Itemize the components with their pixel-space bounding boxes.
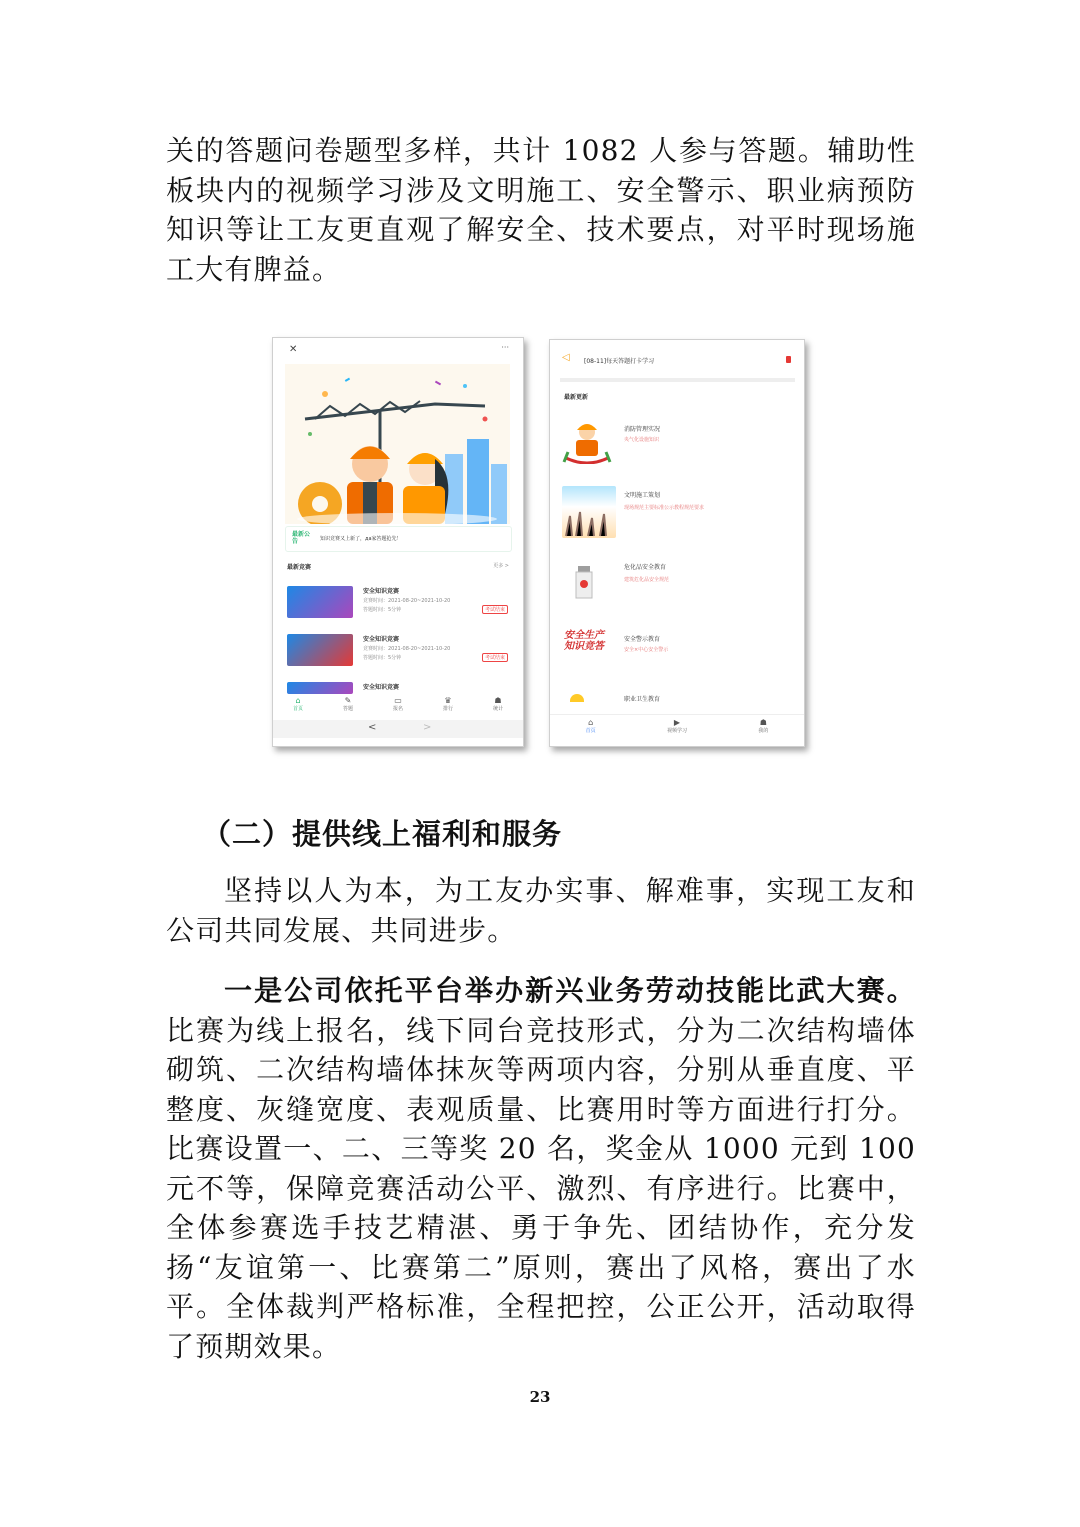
item-title: 安全知识竞赛 — [363, 636, 400, 643]
tab-label: 视频学习 — [666, 728, 687, 734]
thumb-text: 安全生产 知识竞答 — [564, 630, 604, 652]
video-thumbnail — [574, 564, 594, 600]
item-time: 竞赛时间：2021-08-20~2021-10-20 — [363, 598, 451, 604]
tab-profile[interactable] — [758, 718, 768, 734]
tab-label: 报名 — [392, 706, 403, 712]
user-icon: ☗ — [759, 718, 767, 727]
contest-thumbnail — [287, 682, 353, 694]
section-title-latest-updates: 最新更新 — [564, 394, 589, 401]
item-subtitle: 现场规范主要标准公示教程规范要求 — [624, 505, 705, 511]
item-title: 安全知识竞赛 — [363, 684, 400, 691]
section-title-latest-contest: 最新竞赛 — [287, 564, 312, 571]
main-paragraph-lead: 一是公司依托平台举办新兴业务劳动技能比武大赛。 — [224, 974, 916, 1007]
header-bar — [560, 350, 795, 382]
video-thumbnail — [562, 626, 614, 676]
bottom-tab-bar — [550, 714, 804, 734]
tab-stats[interactable] — [493, 696, 503, 712]
video-icon: ▶ — [673, 718, 681, 727]
video-thumbnail — [562, 416, 612, 464]
notice-text: 知识竞赛又上新了，да家答题抢先！ — [320, 536, 402, 542]
item-subtitle: 建筑危化品安全规范 — [624, 577, 670, 583]
section-heading: （二）提供线上福利和服务 — [202, 817, 563, 851]
phone-screenshot-video-learning — [549, 339, 805, 747]
form-icon: ▭ — [394, 696, 402, 705]
tab-ranking[interactable] — [443, 696, 453, 712]
more-link[interactable]: 更多 > — [493, 563, 509, 569]
tab-label: 我的 — [758, 728, 769, 734]
list-item[interactable] — [560, 692, 795, 706]
edit-icon: ✎ — [344, 696, 352, 705]
status-badge: 考试结束 — [482, 605, 508, 614]
item-time: 竞赛时间：2021-08-20~2021-10-20 — [363, 646, 451, 652]
item-title: 职业卫生教育 — [624, 696, 661, 703]
helmet-icon — [570, 694, 584, 702]
tab-video-learning[interactable] — [667, 718, 687, 734]
home-icon: ⌂ — [295, 696, 301, 705]
top-paragraph: 关的答题问卷题型多样，共计 1082 人参与答题。辅助性板块内的视频学习涉及文明施工、安全警示、职业病预防知识等让工友更直观了解安全、技术要点，对平时现场施工大有脾益。 — [166, 134, 916, 286]
back-arrow-icon[interactable]: < — [368, 722, 377, 733]
list-item[interactable] — [560, 554, 795, 612]
home-icon: ⌂ — [588, 718, 594, 727]
intro-paragraph: 坚持以人为本，为工友办实事、解难事，实现工友和公司共同发展、共同进步。 — [166, 874, 916, 947]
tab-answer[interactable] — [343, 696, 353, 712]
browser-nav-bar — [273, 720, 523, 738]
flag-icon — [786, 356, 791, 363]
item-duration: 答题时间：5分钟 — [363, 607, 402, 613]
list-item[interactable] — [285, 680, 510, 694]
header-text: [08-11]每天答题打卡学习 — [584, 358, 655, 365]
tab-label: 统计 — [492, 706, 503, 712]
speaker-icon: ◁ — [562, 352, 570, 363]
close-icon[interactable]: ✕ — [289, 344, 298, 355]
tab-signup[interactable] — [393, 696, 403, 712]
item-duration: 答题时间：5分钟 — [363, 655, 402, 661]
item-subtitle: 央气化设施知识 — [624, 437, 660, 443]
bottom-tab-bar — [273, 696, 523, 712]
list-item[interactable] — [560, 482, 795, 540]
item-title: 消防管理实况 — [624, 426, 661, 433]
banner-illustration — [285, 364, 510, 524]
status-badge: 考试结束 — [482, 653, 508, 662]
item-title: 安全警示教育 — [624, 636, 661, 643]
page-number: 23 — [529, 1388, 551, 1406]
forward-arrow-icon[interactable]: > — [423, 722, 432, 733]
video-thumbnail — [562, 486, 616, 538]
item-subtitle: 安全×中心安全警示 — [624, 647, 669, 653]
trophy-icon: ♛ — [444, 696, 452, 705]
notice-bar[interactable] — [285, 526, 512, 552]
tab-label: 首页 — [585, 728, 596, 734]
user-icon: ☗ — [494, 696, 502, 705]
list-item[interactable] — [560, 622, 795, 680]
contest-thumbnail — [287, 586, 353, 618]
item-title: 安全知识竞赛 — [363, 588, 400, 595]
list-item[interactable] — [560, 412, 795, 470]
notice-label: 最新公告 — [292, 531, 311, 545]
contest-thumbnail — [287, 634, 353, 666]
phone-screenshot-quiz-home — [272, 337, 524, 747]
tab-label: 排行 — [442, 706, 453, 712]
more-menu-icon[interactable]: ··· — [501, 343, 509, 352]
item-title: 文明施工策划 — [624, 492, 661, 499]
item-title: 危化品安全教育 — [624, 564, 667, 571]
main-paragraph — [166, 971, 916, 1366]
tab-home[interactable] — [586, 718, 596, 734]
main-paragraph-body: 比赛为线上报名，线下同台竞技形式，分为二次结构墙体砌筑、二次结构墙体抹灰等两项内容，分别从垂直度、平整度、灰缝宽度、表观质量、比赛用时等方面进行打分。比赛设置一、二、三等奖 20 名，奖金从 1000 元到 100 元不等，保障竞赛活动公平、激烈、有序进行。比赛中，全体参赛选手技艺精湛、勇于争先、团结协作，充分发扬“友谊第一、比赛第二”原则，赛出了风格，赛出了水平。全体裁判严格标准，全程把控，公正公开，活动取得了预期效果。 — [166, 1013, 916, 1363]
tab-label: 答题 — [342, 706, 353, 712]
tab-home[interactable] — [293, 696, 303, 712]
list-item[interactable] — [285, 584, 510, 626]
tab-label: 首页 — [292, 706, 303, 712]
list-item[interactable] — [285, 632, 510, 674]
